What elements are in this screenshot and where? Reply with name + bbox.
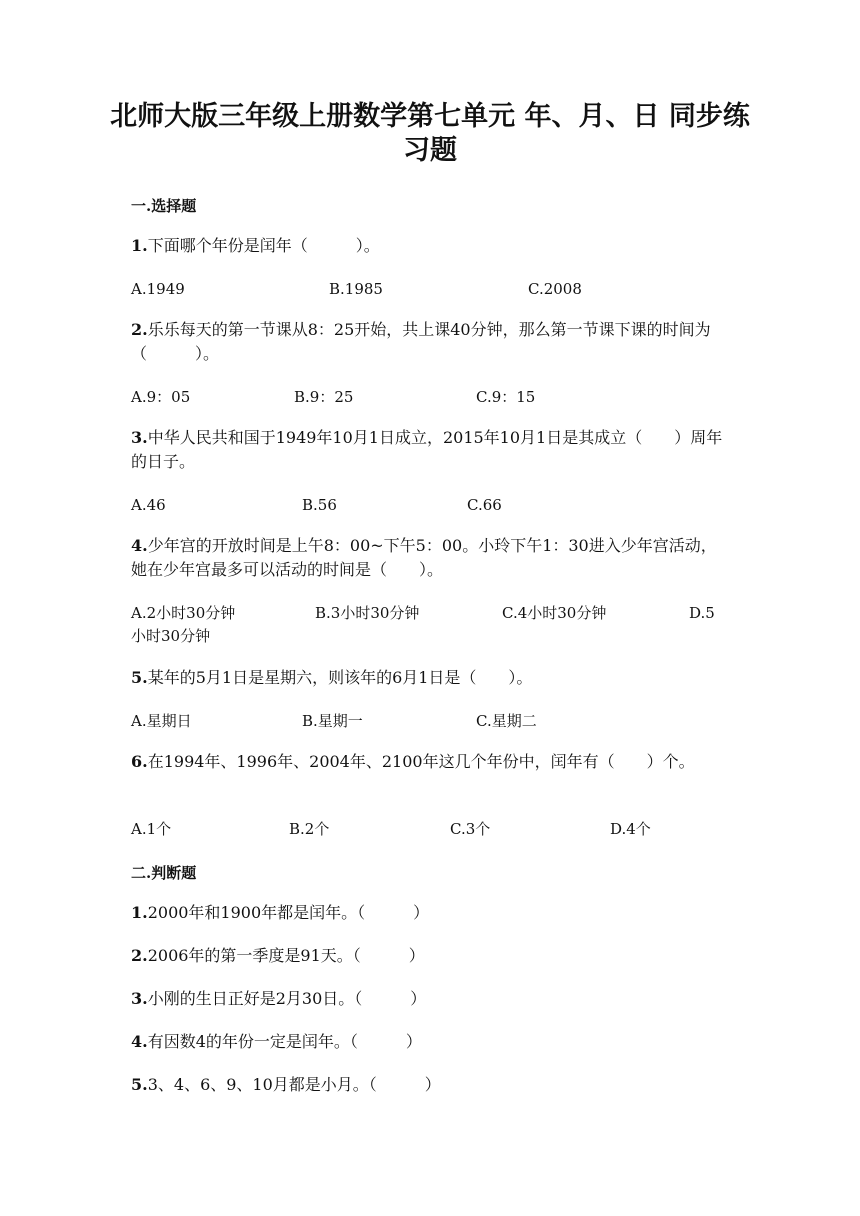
question-text: 3、4、6、9、10月都是小月。（ ） — [147, 1075, 441, 1094]
question — [131, 534, 731, 582]
option: B.9：25 — [294, 388, 354, 406]
section-heading-judgement: 二.判断题 — [131, 864, 197, 882]
question-text: 小刚的生日正好是2月30日。（ ） — [147, 989, 427, 1008]
question-number: 3. — [131, 989, 148, 1008]
question — [131, 234, 731, 258]
question — [131, 318, 731, 366]
question-number: 2. — [131, 320, 148, 339]
option-continuation: 小时30分钟 — [131, 627, 211, 645]
question-text: 中华人民共和国于1949年10月1日成立，2015年10月1日是其成立（ ）周年的日子。 — [131, 428, 723, 471]
question-text: 乐乐每天的第一节课从8：25开始，共上课40分钟，那么第一节课下课的时间为（ ）。 — [131, 320, 711, 363]
question-text: 在1994年、1996年、2004年、2100年这几个年份中，闰年有（ ）个。 — [147, 752, 695, 771]
page-title: 北师大版三年级上册数学第七单元 年、月、日 同步练习题 — [110, 101, 750, 166]
question-text: 少年宫的开放时间是上午8：00~下午5：00。小玲下午1：30进入少年宫活动，她在少年宫最多可以活动的时间是（ ）。 — [131, 536, 717, 579]
question-number: 4. — [131, 536, 148, 555]
question-number: 3. — [131, 428, 148, 447]
option: C.星期二 — [476, 712, 537, 730]
question — [131, 426, 731, 474]
question — [131, 987, 731, 1011]
question-text: 有因数4的年份一定是闰年。（ ） — [147, 1032, 422, 1051]
question-number: 1. — [131, 903, 148, 922]
section-heading-choice: 一.选择题 — [131, 197, 197, 215]
option: C.66 — [467, 496, 502, 514]
question-text: 某年的5月1日是星期六，则该年的6月1日是（ ）。 — [147, 668, 533, 687]
question — [131, 901, 731, 925]
option: C.4小时30分钟 — [502, 604, 607, 622]
question-number: 2. — [131, 946, 148, 965]
question-number: 5. — [131, 668, 148, 687]
question-number: 4. — [131, 1032, 148, 1051]
option: C.3个 — [450, 820, 491, 838]
option: A.2小时30分钟 — [131, 604, 236, 622]
question — [131, 666, 731, 690]
question — [131, 1030, 731, 1054]
option: C.9：15 — [476, 388, 536, 406]
question — [131, 750, 731, 774]
option: B.星期一 — [302, 712, 363, 730]
option: C.2008 — [528, 280, 582, 298]
option: B.2个 — [289, 820, 330, 838]
option: D.4个 — [610, 820, 651, 838]
option: B.3小时30分钟 — [315, 604, 420, 622]
question — [131, 1073, 731, 1097]
option: A.46 — [131, 496, 166, 514]
option: A.1个 — [131, 820, 172, 838]
option: A.星期日 — [131, 712, 192, 730]
question-text: 2000年和1900年都是闰年。（ ） — [147, 903, 430, 922]
question — [131, 944, 731, 968]
question-number: 6. — [131, 752, 148, 771]
option: A.1949 — [131, 280, 185, 298]
option: B.56 — [302, 496, 337, 514]
question-text: 2006年的第一季度是91天。（ ） — [147, 946, 425, 965]
question-text: 下面哪个年份是闰年（ ）。 — [147, 236, 380, 255]
option: D.5 — [689, 604, 715, 622]
question-number: 1. — [131, 236, 148, 255]
option: A.9：05 — [131, 388, 191, 406]
option: B.1985 — [329, 280, 383, 298]
question-number: 5. — [131, 1075, 148, 1094]
